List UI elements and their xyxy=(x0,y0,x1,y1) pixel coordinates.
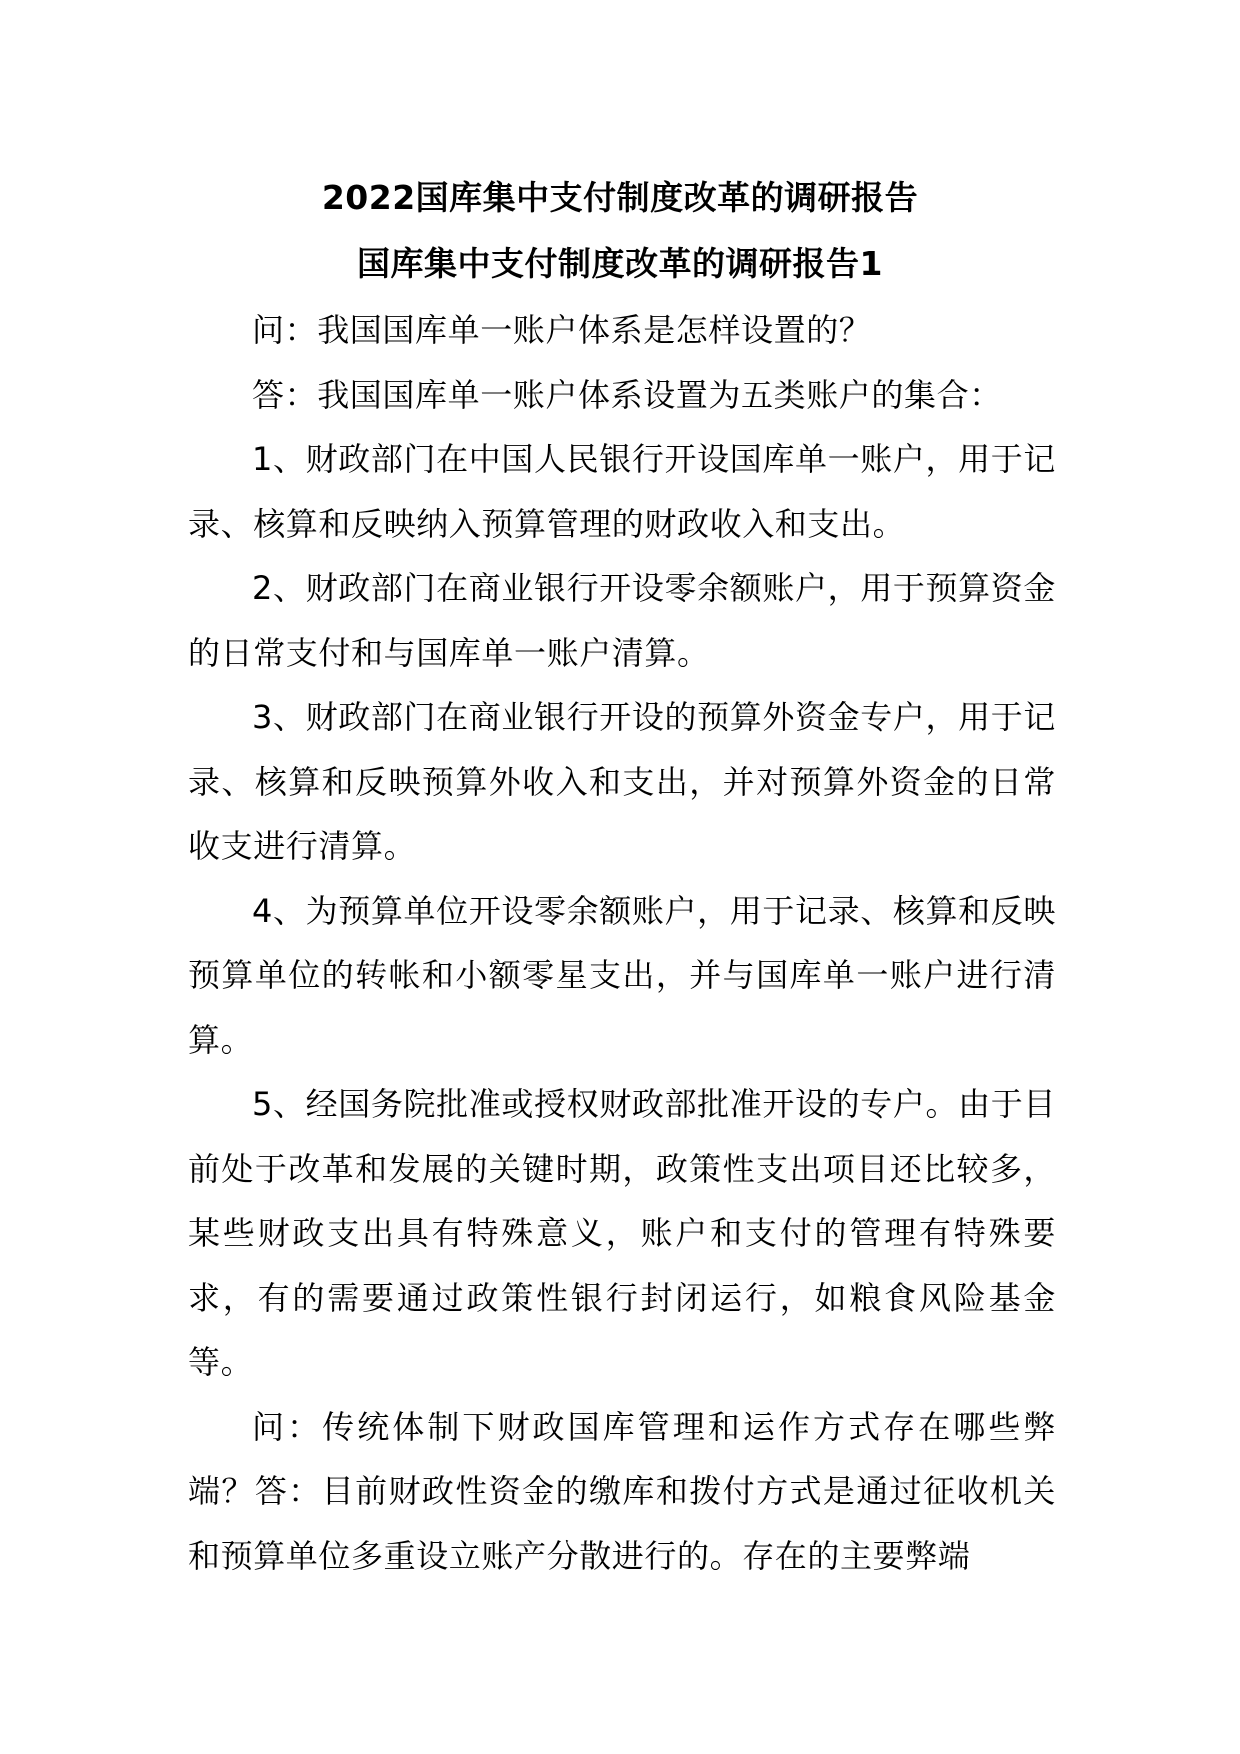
document-subtitle: 国库集中支付制度改革的调研报告1 xyxy=(357,244,883,283)
document-body xyxy=(188,298,1056,1588)
paragraph-answer-1: 答：我国国库单一账户体系设置为五类账户的集合： xyxy=(252,375,1002,414)
paragraph-item-3: 3、财政部门在商业银行开设的预算外资金专户，用于记录、核算和反映预算外收入和支出，并对预算外资金的日常收支进行清算。 xyxy=(188,698,1056,865)
paragraph-item-1: 1、财政部门在中国人民银行开设国库单一账户，用于记录、核算和反映纳入预算管理的财政收入和支出。 xyxy=(188,440,1056,543)
document-title: 2022国库集中支付制度改革的调研报告 xyxy=(321,178,919,217)
paragraph-item-5: 5、经国务院批准或授权财政部批准开设的专户。由于目前处于改革和发展的关键时期，政策性支出项目还比较多，某些财政支出具有特殊意义，账户和支付的管理有特殊要求，有的需要通过政策性银行封闭运行，如粮食风险基金等。 xyxy=(188,1085,1056,1381)
paragraph-question-2: 问：传统体制下财政国库管理和运作方式存在哪些弊端？答：目前财政性资金的缴库和拨付方式是通过征收机关和预算单位多重设立账产分散进行的。存在的主要弊端 xyxy=(188,1407,1056,1575)
paragraph-item-4: 4、为预算单位开设零余额账户，用于记录、核算和反映预算单位的转帐和小额零星支出，并与国库单一账户进行清算。 xyxy=(188,891,1056,1059)
paragraph-question-1: 问：我国国库单一账户体系是怎样设置的？ xyxy=(252,311,872,349)
paragraph-item-2: 2、财政部门在商业银行开设零余额账户，用于预算资金的日常支付和与国库单一账户清算。 xyxy=(188,569,1056,672)
